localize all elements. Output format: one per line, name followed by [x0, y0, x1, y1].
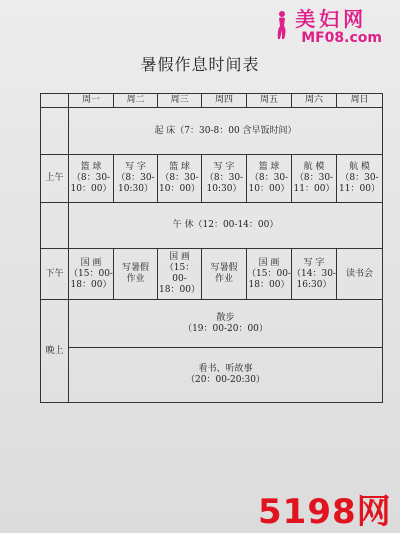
day-header: 周六	[292, 94, 337, 108]
read-time: （20：00-20:30）	[186, 375, 265, 385]
woman-silhouette-icon	[275, 10, 289, 40]
morning-row	[41, 155, 383, 203]
activity-time: （8：30-	[204, 173, 244, 183]
activity-name: 国 画	[258, 257, 280, 268]
activity-time: 11：00）	[293, 184, 335, 194]
activity-time: （15：00-	[69, 268, 113, 279]
schedule-table	[40, 93, 383, 403]
afternoon-cell	[114, 249, 158, 300]
activity-time: 10：00）	[159, 184, 200, 194]
activity-name: 写 字	[213, 162, 235, 172]
activity-time: 10:30）	[206, 184, 242, 194]
morning-cell	[247, 155, 292, 203]
watermark-site-name: 美妇网	[295, 7, 368, 31]
day-header: 周四	[202, 94, 247, 108]
activity-name: 航 模	[303, 162, 325, 172]
page-title: 暑假作息时间表	[140, 55, 260, 74]
afternoon-cell	[158, 249, 202, 300]
evening-walk-row	[41, 300, 383, 348]
watermark-url: MF08.com	[301, 30, 382, 46]
activity-time: 10：00）	[70, 184, 112, 194]
activity-time: （8：30-	[294, 173, 334, 183]
day-header: 周三	[158, 94, 202, 108]
afternoon-cell	[247, 249, 292, 300]
evening-read-cell	[69, 348, 383, 403]
activity-time: 10:30）	[118, 184, 153, 194]
corner-cell	[41, 94, 69, 108]
activity-time: 18：00）	[70, 279, 112, 290]
top-watermark	[295, 8, 382, 46]
activity-name: 篮 球	[169, 162, 190, 172]
activity-name: 写 字	[303, 257, 325, 268]
activity-time: 18：00）	[248, 279, 290, 290]
activity-time: （15：00-	[164, 263, 195, 284]
day-header: 周二	[114, 94, 158, 108]
day-header: 周一	[69, 94, 114, 108]
activity-name: 国 画	[80, 257, 102, 268]
activity-name: 写暑假	[210, 263, 238, 273]
afternoon-cell	[202, 249, 247, 300]
bottom-watermark: 5198网	[258, 492, 392, 532]
wake-empty-cell	[41, 108, 69, 155]
evening-read-row	[41, 348, 383, 403]
activity-time: （8：30-	[340, 173, 379, 183]
walk-activity: 散步	[216, 312, 235, 323]
activity-name: 写暑假	[121, 263, 149, 273]
wake-row	[41, 108, 383, 155]
activity-time: （8：30-	[71, 173, 111, 183]
morning-label: 上午	[41, 155, 69, 203]
morning-cell	[69, 155, 114, 203]
activity-time: 11：00）	[339, 184, 380, 194]
activity-time: （8：30-	[249, 173, 289, 183]
walk-time: （19：00-20：00）	[183, 323, 268, 334]
header-row	[41, 94, 383, 108]
activity-name: 读书会	[345, 268, 373, 279]
morning-cell	[292, 155, 337, 203]
activity-name: 篮 球	[258, 162, 280, 172]
afternoon-cell	[337, 249, 383, 300]
morning-cell	[337, 155, 383, 203]
afternoon-cell	[292, 249, 337, 300]
noon-empty-cell	[41, 203, 69, 249]
morning-cell	[114, 155, 158, 203]
day-header: 周五	[247, 94, 292, 108]
noon-row	[41, 203, 383, 249]
activity-time: （8：30-	[116, 173, 155, 183]
day-header: 周日	[337, 94, 383, 108]
activity-time: 10：00）	[248, 184, 290, 194]
noon-cell: 午 休（12：00-14：00）	[69, 203, 383, 249]
morning-cell	[158, 155, 202, 203]
morning-cell	[202, 155, 247, 203]
activity-name: 篮 球	[80, 162, 102, 172]
activity-time: （8：30-	[160, 173, 199, 183]
read-activity: 看书、听故事	[198, 364, 253, 374]
afternoon-row	[41, 249, 383, 300]
activity-time: （15：00-	[247, 268, 291, 279]
evening-label: 晚上	[41, 300, 69, 403]
activity-name: 航 模	[349, 162, 370, 172]
activity-detail: 作业	[214, 274, 233, 284]
activity-detail: 作业	[126, 274, 145, 284]
activity-time: 18：00）	[159, 285, 200, 295]
activity-name: 国 画	[169, 252, 190, 262]
evening-walk-cell	[69, 300, 383, 348]
afternoon-cell	[69, 249, 114, 300]
activity-time: （14：30-	[292, 268, 336, 279]
activity-name: 写 字	[125, 162, 146, 172]
activity-time: 16:30）	[296, 279, 332, 290]
wake-cell: 起 床（7：30-8：00 含早饭时间）	[69, 108, 383, 155]
afternoon-label: 下午	[41, 249, 69, 300]
